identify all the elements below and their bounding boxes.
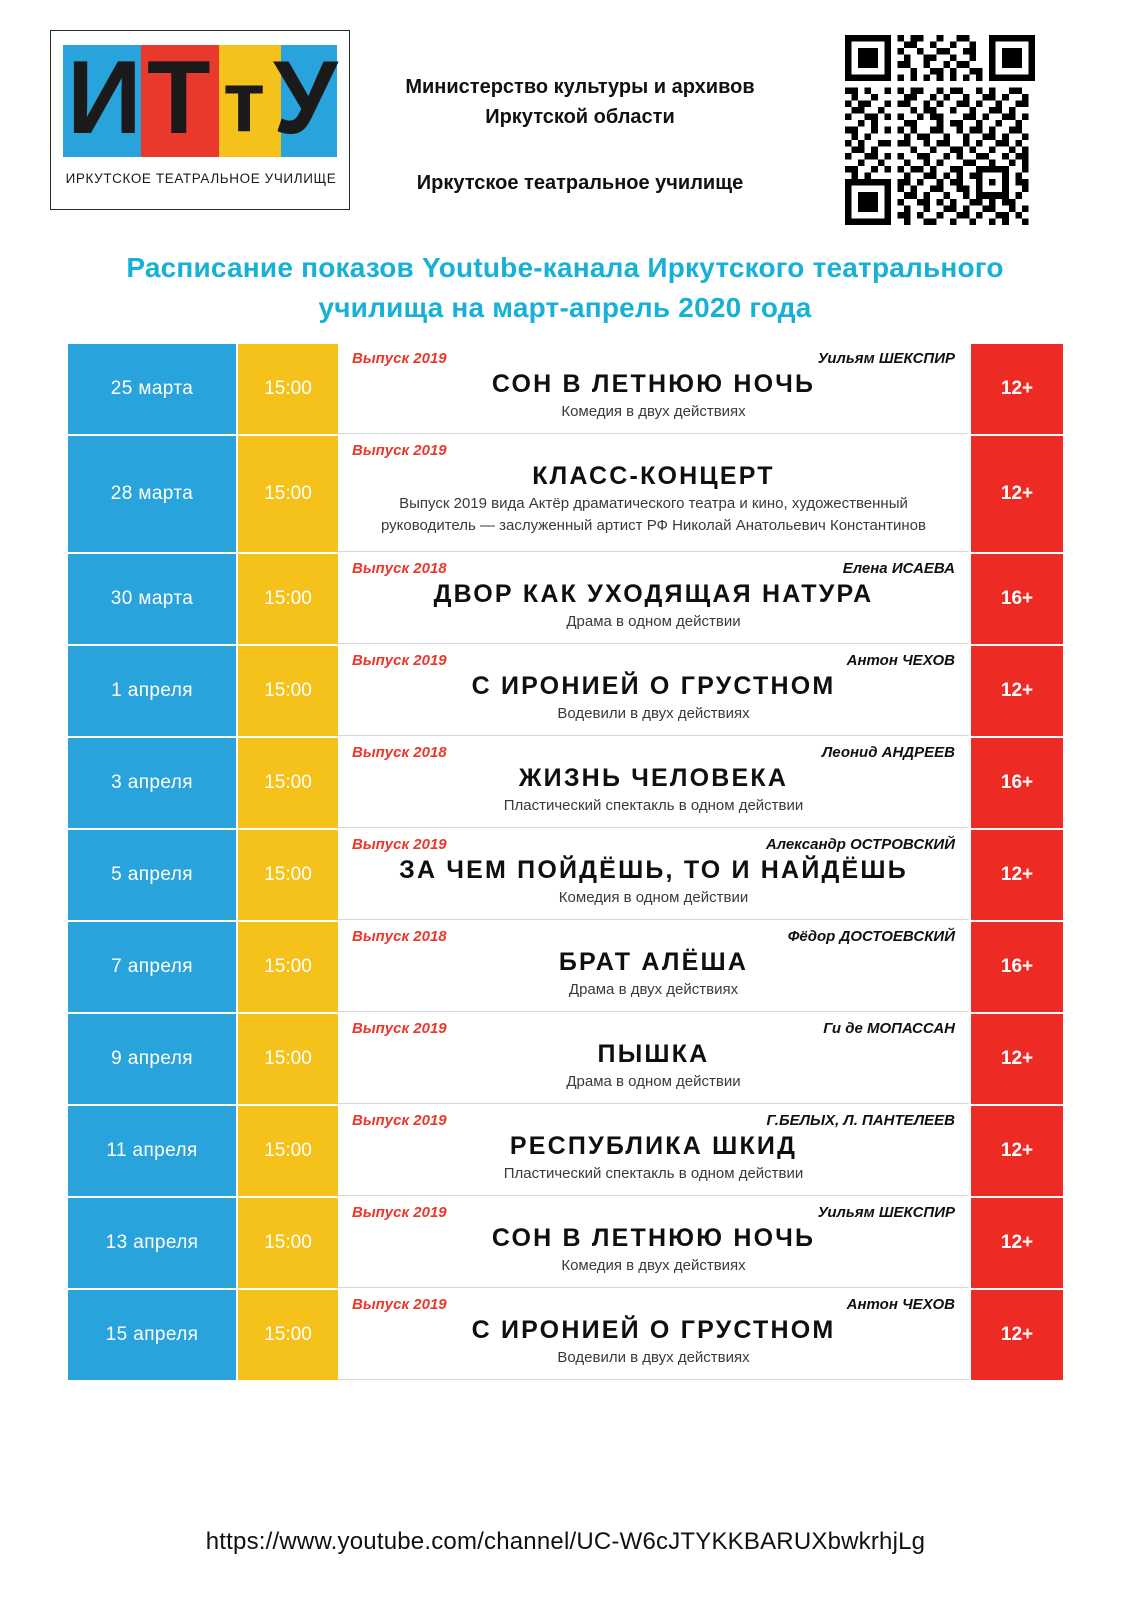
- row-genre: Водевили в двух действиях: [557, 1349, 750, 1366]
- row-author: Фёдор ДОСТОЕВСКИЙ: [787, 928, 955, 945]
- row-performance: [338, 344, 969, 434]
- row-meta: [352, 652, 955, 669]
- row-play-title: ДВОР КАК УХОДЯЩАЯ НАТУРА: [433, 580, 874, 608]
- row-play-title: С ИРОНИЕЙ О ГРУСТНОМ: [471, 1316, 836, 1344]
- row-date: 9 апреля: [68, 1014, 236, 1104]
- row-age-rating: 12+: [971, 436, 1063, 552]
- row-age-rating: 12+: [971, 1106, 1063, 1196]
- row-play-title: РЕСПУБЛИКА ШКИД: [509, 1132, 798, 1160]
- logo-glyph-u: У: [273, 40, 338, 156]
- row-age-rating: 12+: [971, 1290, 1063, 1380]
- table-row: [68, 830, 1063, 920]
- row-performance: [338, 1014, 969, 1104]
- table-row: [68, 436, 1063, 552]
- logo-glyph-i: И: [67, 40, 142, 156]
- row-time: 15:00: [238, 1014, 338, 1104]
- row-release-year: Выпуск 2019: [352, 442, 447, 459]
- row-time: 15:00: [238, 1290, 338, 1380]
- row-performance: [338, 830, 969, 920]
- college-name: Иркутское театральное училище: [416, 172, 744, 194]
- row-time: 15:00: [238, 1106, 338, 1196]
- row-genre: Комедия в двух действиях: [561, 403, 746, 420]
- row-time: 15:00: [238, 344, 338, 434]
- qr-code-icon[interactable]: [845, 35, 1035, 225]
- row-meta: [352, 836, 955, 853]
- row-age-rating: 12+: [971, 830, 1063, 920]
- row-play-title: СОН В ЛЕТНЮЮ НОЧЬ: [491, 370, 816, 398]
- row-date: 1 апреля: [68, 646, 236, 736]
- row-author: Леонид АНДРЕЕВ: [821, 744, 955, 761]
- page-title: Расписание показов Youtube-канала Иркутского театрального училища на март-апрель 2020 года: [126, 252, 1004, 323]
- row-performance: [338, 1106, 969, 1196]
- row-time: 15:00: [238, 1198, 338, 1288]
- row-meta: [352, 442, 955, 459]
- row-release-year: Выпуск 2018: [352, 928, 447, 945]
- row-age-rating: 16+: [971, 922, 1063, 1012]
- row-date: 5 апреля: [68, 830, 236, 920]
- table-row: [68, 1014, 1063, 1104]
- row-release-year: Выпуск 2019: [352, 652, 447, 669]
- row-date: 11 апреля: [68, 1106, 236, 1196]
- row-age-rating: 12+: [971, 1198, 1063, 1288]
- row-genre: Драма в одном действии: [566, 613, 741, 630]
- row-time: 15:00: [238, 554, 338, 644]
- row-meta: [352, 1020, 955, 1037]
- row-time: 15:00: [238, 830, 338, 920]
- table-row: [68, 1290, 1063, 1380]
- row-genre: Комедия в одном действии: [558, 889, 749, 906]
- row-genre: Водевили в двух действиях: [557, 705, 750, 722]
- row-date: 7 апреля: [68, 922, 236, 1012]
- row-meta: [352, 560, 955, 577]
- row-date: 3 апреля: [68, 738, 236, 828]
- row-performance: [338, 1290, 969, 1380]
- row-author: Уильям ШЕКСПИР: [817, 1204, 955, 1221]
- row-play-title: С ИРОНИЕЙ О ГРУСТНОМ: [471, 672, 836, 700]
- row-play-title: КЛАСС-КОНЦЕРТ: [532, 462, 775, 490]
- row-meta: [352, 1296, 955, 1313]
- poster-header: [0, 30, 1131, 230]
- row-author: Елена ИСАЕВА: [842, 560, 955, 577]
- table-row: [68, 344, 1063, 434]
- table-row: [68, 738, 1063, 828]
- row-author: Антон ЧЕХОВ: [846, 652, 955, 669]
- row-play-title: БРАТ АЛЁША: [558, 948, 749, 976]
- youtube-channel-link[interactable]: https://www.youtube.com/channel/UC-W6cJTYKKBARUXbwkrhjLg: [205, 1528, 926, 1555]
- row-meta: [352, 1204, 955, 1221]
- college-logo: [50, 30, 350, 210]
- table-row: [68, 1106, 1063, 1196]
- row-age-rating: 16+: [971, 554, 1063, 644]
- row-play-title: ЗА ЧЕМ ПОЙДЁШЬ, ТО И НАЙДЁШЬ: [399, 856, 908, 884]
- row-performance: [338, 436, 969, 552]
- row-play-title: СОН В ЛЕТНЮЮ НОЧЬ: [491, 1224, 816, 1252]
- row-genre: Комедия в двух действиях: [561, 1257, 746, 1274]
- row-release-year: Выпуск 2019: [352, 1296, 447, 1313]
- row-play-title: ПЫШКА: [597, 1040, 710, 1068]
- logo-letter-blocks: [63, 40, 338, 157]
- table-row: [68, 646, 1063, 736]
- table-row: [68, 922, 1063, 1012]
- row-date: 13 апреля: [68, 1198, 236, 1288]
- row-time: 15:00: [238, 646, 338, 736]
- row-date: 15 апреля: [68, 1290, 236, 1380]
- row-release-year: Выпуск 2018: [352, 744, 447, 761]
- logo-glyph-t: Т: [147, 40, 211, 156]
- row-time: 15:00: [238, 922, 338, 1012]
- schedule-table: [68, 344, 1063, 1382]
- row-date: 28 марта: [68, 436, 236, 552]
- row-genre: Выпуск 2019 вида Актёр драматического театра и кино, художественный руководитель — заслуженный артист РФ Николай Анатольевич Константинов: [381, 495, 926, 534]
- qr-code-svg: [845, 35, 1035, 225]
- row-age-rating: 12+: [971, 646, 1063, 736]
- row-date: 25 марта: [68, 344, 236, 434]
- table-row: [68, 1198, 1063, 1288]
- row-author: Ги де МОПАССАН: [823, 1020, 955, 1037]
- row-genre: Пластический спектакль в одном действии: [503, 797, 804, 814]
- row-time: 15:00: [238, 436, 338, 552]
- ministry-name: Министерство культуры и архивов Иркутской области: [405, 76, 755, 128]
- row-release-year: Выпуск 2018: [352, 560, 447, 577]
- row-author: Уильям ШЕКСПИР: [817, 350, 955, 367]
- row-genre: Драма в одном действии: [566, 1073, 741, 1090]
- logo-glyph-small-t: т: [223, 54, 266, 150]
- row-release-year: Выпуск 2019: [352, 1112, 447, 1129]
- logo-caption: ИРКУТСКОЕ ТЕАТРАЛЬНОЕ УЧИЛИЩЕ: [65, 171, 337, 186]
- row-meta: [352, 1112, 955, 1129]
- row-release-year: Выпуск 2019: [352, 350, 447, 367]
- row-date: 30 марта: [68, 554, 236, 644]
- row-performance: [338, 738, 969, 828]
- row-meta: [352, 350, 955, 367]
- row-author: Г.БЕЛЫХ, Л. ПАНТЕЛЕЕВ: [766, 1112, 955, 1129]
- row-age-rating: 12+: [971, 344, 1063, 434]
- row-performance: [338, 1198, 969, 1288]
- row-author: Антон ЧЕХОВ: [846, 1296, 955, 1313]
- row-performance: [338, 646, 969, 736]
- row-performance: [338, 922, 969, 1012]
- row-play-title: ЖИЗНЬ ЧЕЛОВЕКА: [518, 764, 789, 792]
- row-time: 15:00: [238, 738, 338, 828]
- row-meta: [352, 928, 955, 945]
- row-age-rating: 12+: [971, 1014, 1063, 1104]
- row-release-year: Выпуск 2019: [352, 1020, 447, 1037]
- row-genre: Драма в двух действиях: [568, 981, 739, 998]
- row-release-year: Выпуск 2019: [352, 836, 447, 853]
- row-meta: [352, 744, 955, 761]
- row-age-rating: 16+: [971, 738, 1063, 828]
- row-performance: [338, 554, 969, 644]
- row-release-year: Выпуск 2019: [352, 1204, 447, 1221]
- table-row: [68, 554, 1063, 644]
- row-genre: Пластический спектакль в одном действии: [503, 1165, 804, 1182]
- row-author: Александр ОСТРОВСКИЙ: [765, 836, 955, 853]
